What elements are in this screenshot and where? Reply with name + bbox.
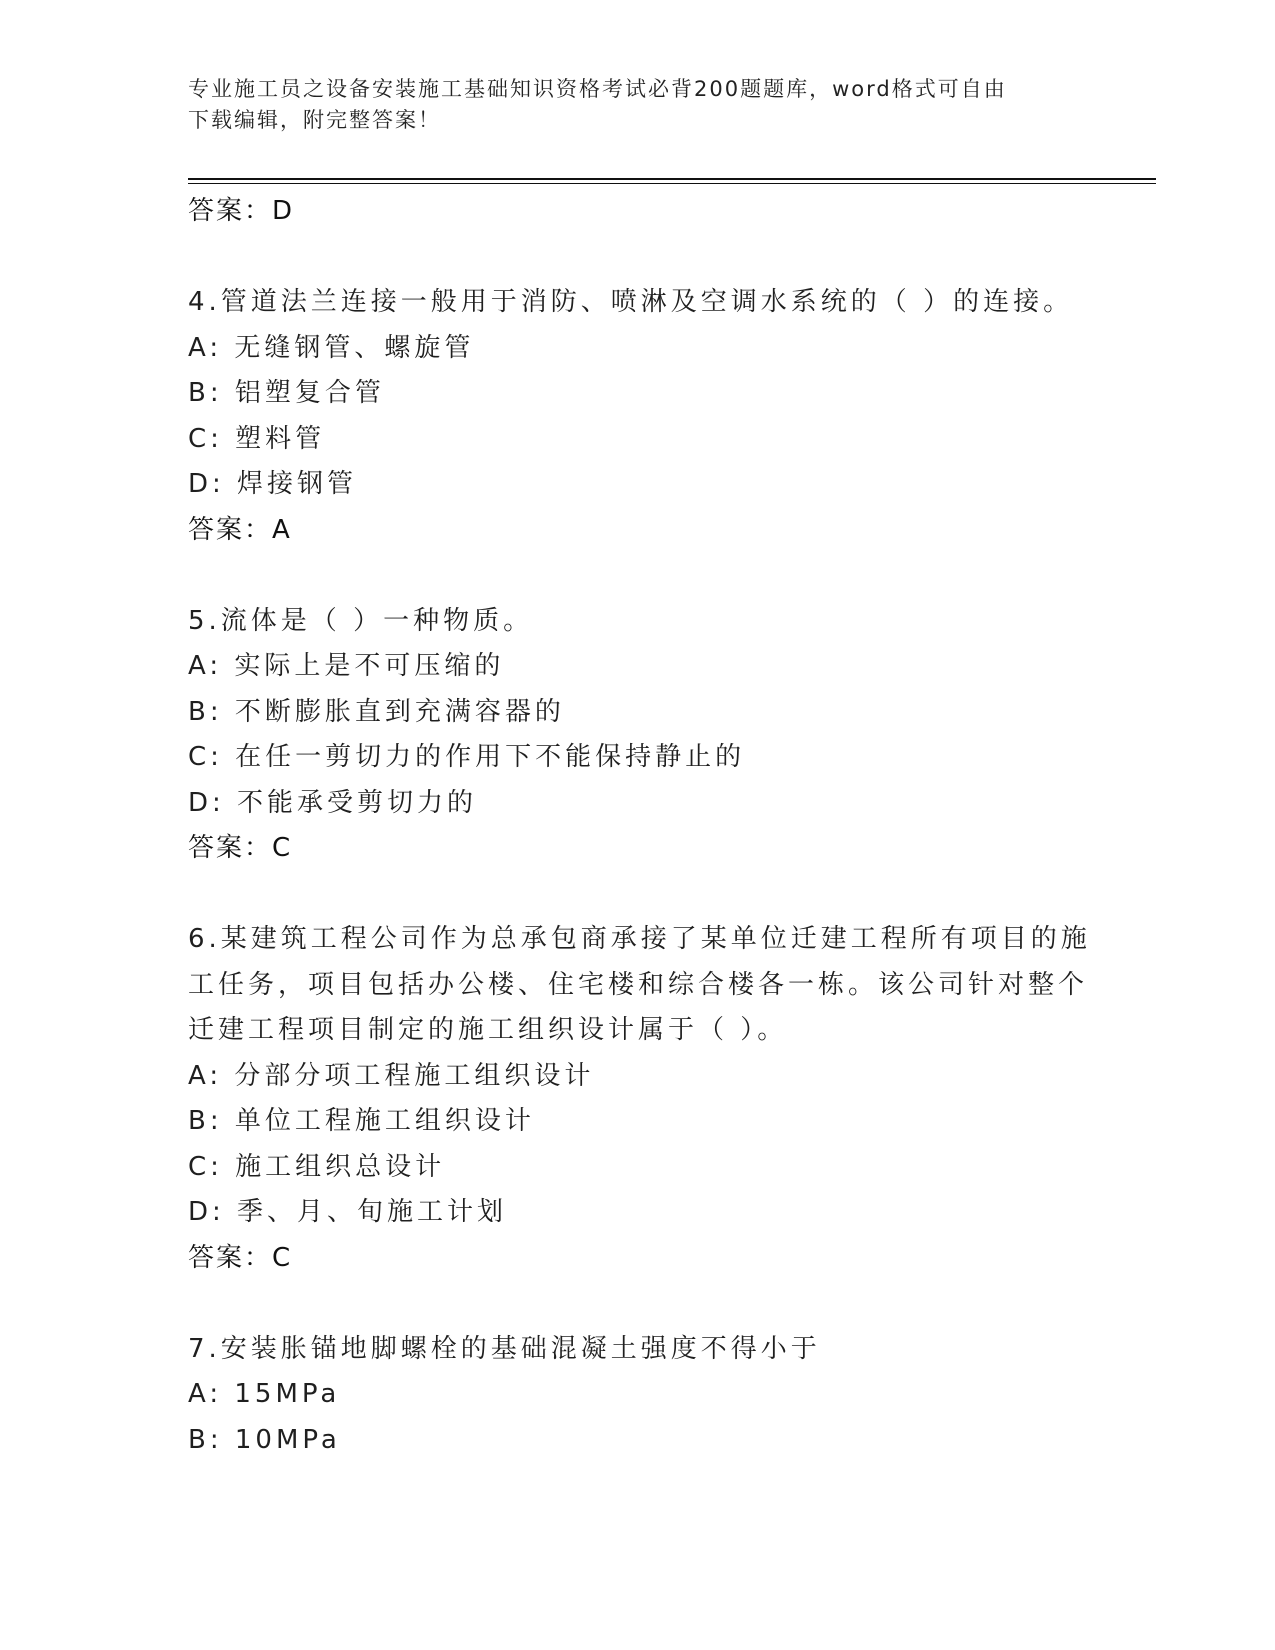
option-b: B: 单位工程施工组织设计: [188, 1106, 535, 1136]
option-a: A: 分部分项工程施工组织设计: [188, 1060, 595, 1091]
option-b: B: 铝塑复合管: [188, 378, 385, 408]
question-stem: 7.安装胀锚地脚螺栓的基础混凝土强度不得小于: [188, 1333, 821, 1364]
question-block: [188, 1327, 1088, 1464]
question-stem: 4.管道法兰连接一般用于消防、喷淋及空调水系统的（ ）的连接。: [188, 287, 1074, 317]
option-c: C: 塑料管: [188, 423, 326, 454]
option-b: B: 10MPa: [188, 1424, 341, 1455]
header-line-1: 专业施工员之设备安装施工基础知识资格考试必背200题题库，word格式可自由: [188, 77, 1007, 101]
answer-line: 答案：C: [188, 833, 293, 863]
option-d: D: 季、月、旬施工计划: [188, 1197, 508, 1227]
option-c: C: 施工组织总设计: [188, 1151, 446, 1182]
option-d: D: 焊接钢管: [188, 469, 358, 499]
header-line-2: 下载编辑，附完整答案！: [188, 108, 441, 132]
option-a: A: 15MPa: [188, 1379, 341, 1409]
question-stem-line-2: 工任务，项目包括办公楼、住宅楼和综合楼各一栋。该公司针对整个: [188, 969, 1089, 1000]
option-a: A: 无缝钢管、螺旋管: [188, 332, 475, 363]
answer-line: 答案：A: [188, 514, 292, 545]
document-header: [188, 74, 1068, 136]
question-block: [188, 917, 1091, 1281]
question-stem-line-3: 迁建工程项目制定的施工组织设计属于（ ）。: [188, 1015, 788, 1045]
question-block: [188, 280, 1088, 553]
option-b: B: 不断膨胀直到充满容器的: [188, 696, 565, 727]
answer-line: 答案：D: [188, 196, 295, 226]
spacer: [188, 553, 1088, 599]
option-d: D: 不能承受剪切力的: [188, 787, 478, 818]
spacer: [188, 872, 1088, 918]
answer-line: 答案：C: [188, 1242, 293, 1273]
option-c: C: 在任一剪切力的作用下不能保持静止的: [188, 742, 746, 772]
spacer: [188, 1281, 1088, 1327]
question-stem: 5.流体是（ ）一种物质。: [188, 605, 534, 636]
header-divider-thin: [188, 183, 1156, 184]
header-divider-thick: [188, 178, 1156, 180]
option-a: A: 实际上是不可压缩的: [188, 651, 505, 681]
spacer: [188, 235, 1088, 281]
question-list: [188, 189, 1091, 1463]
question-stem-line-1: 6.某建筑工程公司作为总承包商承接了某单位迁建工程所有项目的施: [188, 924, 1091, 954]
question-block: [188, 599, 1088, 872]
